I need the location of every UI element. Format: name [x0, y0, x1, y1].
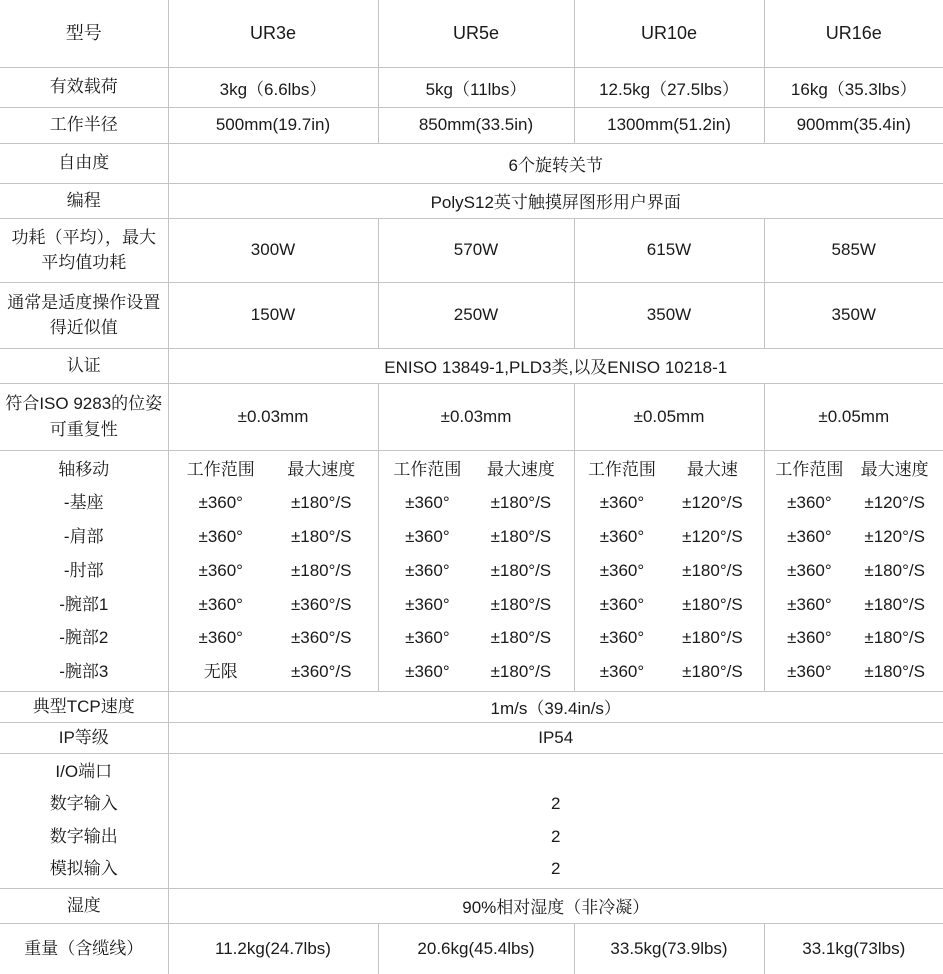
- model-name-ur10e: UR10e: [574, 0, 764, 67]
- axis-speed-value: ±180°/S: [490, 628, 552, 648]
- axis-value-row: [579, 554, 760, 588]
- axis-value-row: [579, 486, 760, 520]
- axis-speed-value: ±180°/S: [682, 560, 743, 580]
- axis-speed-value: ±180°/S: [864, 628, 925, 648]
- axis-range-value: ±360°: [599, 662, 645, 682]
- payload-ur3e: 3kg（6.6lbs）: [168, 67, 378, 107]
- axis-speed-header: 最大速度: [287, 459, 356, 479]
- axis-value-row: [383, 588, 570, 622]
- axis-value-row: [579, 588, 760, 622]
- axis-value-row: [383, 486, 570, 520]
- axis-speed-header: 最大速度: [860, 459, 929, 479]
- axis-value-row: [173, 520, 374, 554]
- io-value-line: 2: [551, 859, 561, 879]
- axis-range-value: ±360°: [787, 628, 832, 648]
- axis-cell-ur10e: [574, 450, 764, 692]
- axis-speed-value: ±180°/S: [290, 527, 352, 547]
- axis-range-header: 工作范围: [186, 459, 255, 479]
- axis-header-row: [173, 453, 374, 487]
- axis-range-value: ±360°: [599, 628, 645, 648]
- row-label-model: 型号: [0, 0, 168, 67]
- axis-range-value: ±360°: [405, 628, 450, 648]
- axis-speed-value: ±120°/S: [864, 493, 925, 513]
- axis-range-value: ±360°: [198, 493, 243, 513]
- io-label-line: I/O端口: [55, 761, 113, 781]
- power-typical-ur10e: 350W: [574, 282, 764, 348]
- weight-ur10e: 33.5kg(73.9lbs): [574, 923, 764, 974]
- axis-speed-value: ±360°/S: [290, 662, 352, 682]
- axis-range-value: ±360°: [198, 560, 243, 580]
- axis-cell-ur16e: [764, 450, 943, 692]
- axis-speed-value: ±180°/S: [290, 493, 352, 513]
- row-label-repeatability: 符合ISO 9283的位姿可重复性: [0, 383, 168, 450]
- axis-value-row: [769, 621, 940, 655]
- row-label-axis-movement: [0, 450, 168, 692]
- payload-ur16e: 16kg（35.3lbs）: [764, 67, 943, 107]
- axis-value-row: [769, 520, 940, 554]
- power-typical-ur3e: 150W: [168, 282, 378, 348]
- axis-value-row: [173, 621, 374, 655]
- axis-range-value: ±360°: [787, 527, 832, 547]
- io-value-line: 2: [551, 794, 561, 814]
- axis-grid: [769, 453, 940, 690]
- axis-range-value: ±360°: [198, 628, 243, 648]
- io-label-line: 模拟输入: [49, 859, 118, 879]
- axis-speed-value: ±180°/S: [490, 493, 552, 513]
- axis-range-header: 工作范围: [775, 459, 844, 479]
- table-row: [0, 183, 943, 218]
- axis-range-header: 工作范围: [587, 459, 656, 479]
- power-typical-ur5e: 250W: [378, 282, 574, 348]
- row-label-io-ports: [0, 753, 168, 888]
- tcp-speed-value: 1m/s（39.4in/s）: [168, 692, 943, 723]
- table-row: [0, 218, 943, 282]
- axis-range-value: ±360°: [787, 662, 832, 682]
- reach-ur10e: 1300mm(51.2in): [574, 107, 764, 143]
- axis-grid: [383, 453, 570, 690]
- table-row: [0, 143, 943, 183]
- axis-range-value: ±360°: [198, 527, 243, 547]
- table-row: [0, 450, 943, 692]
- axis-value-row: [769, 554, 940, 588]
- table-row: [0, 348, 943, 383]
- row-label-ip-rating: IP等级: [0, 722, 168, 753]
- axis-label-line: 轴移动: [58, 459, 110, 479]
- model-name-ur5e: UR5e: [378, 0, 574, 67]
- repeatability-ur16e: ±0.05mm: [764, 383, 943, 450]
- power-max-ur16e: 585W: [764, 218, 943, 282]
- axis-range-value: ±360°: [198, 594, 243, 614]
- axis-header-row: [579, 453, 760, 487]
- row-label-weight: 重量（含缆线）: [0, 923, 168, 974]
- axis-value-row: [383, 520, 570, 554]
- axis-range-value: ±360°: [405, 493, 450, 513]
- axis-grid: [579, 453, 760, 690]
- io-value-line: 2: [551, 826, 561, 846]
- power-max-ur10e: 615W: [574, 218, 764, 282]
- axis-value-row: [579, 655, 760, 689]
- axis-speed-value: ±360°/S: [290, 594, 352, 614]
- axis-cell-ur5e: [378, 450, 574, 692]
- axis-speed-header: 最大速: [686, 459, 738, 479]
- programming-value: PolyS12英寸触摸屏图形用户界面: [168, 183, 943, 218]
- axis-value-row: [769, 655, 940, 689]
- reach-ur3e: 500mm(19.7in): [168, 107, 378, 143]
- axis-range-value: ±360°: [599, 527, 645, 547]
- ip-rating-value: IP54: [168, 722, 943, 753]
- axis-header-row: [769, 453, 940, 487]
- axis-speed-value: ±180°/S: [864, 594, 925, 614]
- row-label-humidity: 湿度: [0, 888, 168, 923]
- axis-label-line: -基座: [63, 493, 104, 513]
- axis-value-row: [383, 655, 570, 689]
- axis-speed-value: ±120°/S: [682, 527, 743, 547]
- axis-range-value: ±360°: [599, 493, 645, 513]
- axis-range-value: ±360°: [405, 560, 450, 580]
- payload-ur5e: 5kg（11lbs）: [378, 67, 574, 107]
- table-row: [0, 923, 943, 974]
- power-max-ur5e: 570W: [378, 218, 574, 282]
- axis-value-row: [579, 520, 760, 554]
- model-name-ur16e: UR16e: [764, 0, 943, 67]
- reach-ur16e: 900mm(35.4in): [764, 107, 943, 143]
- payload-ur10e: 12.5kg（27.5lbs）: [574, 67, 764, 107]
- io-label-line: 数字输出: [49, 826, 118, 846]
- power-typical-ur16e: 350W: [764, 282, 943, 348]
- power-max-ur3e: 300W: [168, 218, 378, 282]
- axis-range-value: ±360°: [405, 594, 450, 614]
- table-row: [0, 722, 943, 753]
- axis-value-row: [383, 621, 570, 655]
- weight-ur16e: 33.1kg(73lbs): [802, 938, 906, 958]
- axis-range-value: ±360°: [599, 594, 645, 614]
- axis-speed-value: ±180°/S: [290, 560, 352, 580]
- row-label-programming: 编程: [0, 183, 168, 218]
- repeatability-ur5e: ±0.03mm: [378, 383, 574, 450]
- axis-value-row: [173, 554, 374, 588]
- axis-speed-header: 最大速度: [486, 459, 555, 479]
- table-row: [0, 692, 943, 723]
- axis-speed-value: ±180°/S: [490, 662, 552, 682]
- axis-speed-value: ±360°/S: [290, 628, 352, 648]
- axis-label-line: -腕部3: [59, 662, 109, 682]
- table-row: [0, 67, 943, 107]
- axis-value-row: [579, 621, 760, 655]
- certification-value: ENISO 13849-1,PLD3类,以及ENISO 10218-1: [168, 348, 943, 383]
- axis-speed-value: ±180°/S: [864, 662, 925, 682]
- row-label-reach: 工作半径: [0, 107, 168, 143]
- repeatability-ur10e: ±0.05mm: [574, 383, 764, 450]
- axis-range-value: ±360°: [599, 560, 645, 580]
- axis-speed-value: ±180°/S: [682, 594, 743, 614]
- axis-speed-value: ±120°/S: [864, 527, 925, 547]
- axis-range-value: ±360°: [405, 662, 450, 682]
- weight-ur3e: 11.2kg(24.7lbs): [168, 923, 378, 974]
- axis-range-value: ±360°: [405, 527, 450, 547]
- axis-grid: [173, 453, 374, 690]
- axis-value-row: [173, 486, 374, 520]
- io-value-line: [173, 756, 940, 789]
- table-row: [0, 383, 943, 450]
- axis-cell-ur3e: [168, 450, 378, 692]
- row-label-dof: 自由度: [0, 143, 168, 183]
- axis-range-header: 工作范围: [393, 459, 462, 479]
- axis-speed-value: ±180°/S: [490, 594, 552, 614]
- row-label-power-max: 功耗（平均），最大平均值功耗: [0, 218, 168, 282]
- axis-speed-value: ±180°/S: [490, 527, 552, 547]
- axis-value-row: [173, 655, 374, 689]
- repeatability-ur3e: ±0.03mm: [168, 383, 378, 450]
- axis-label-line: -腕部2: [59, 628, 109, 648]
- row-label-payload: 有效载荷: [0, 67, 168, 107]
- axis-label-line: -腕部1: [59, 594, 109, 614]
- axis-speed-value: ±180°/S: [682, 662, 743, 682]
- row-label-tcp-speed: 典型TCP速度: [0, 692, 168, 723]
- axis-range-value: ±360°: [787, 493, 832, 513]
- reach-ur5e: 850mm(33.5in): [378, 107, 574, 143]
- humidity-value: 90%相对湿度（非冷凝）: [168, 888, 943, 923]
- weight-ur5e: 20.6kg(45.4lbs): [378, 923, 574, 974]
- axis-header-row: [383, 453, 570, 487]
- table-row: [0, 282, 943, 348]
- table-row: [0, 753, 943, 888]
- io-label-line: 数字输入: [49, 794, 118, 814]
- table-row: [0, 0, 943, 67]
- io-values-cell: [168, 753, 943, 888]
- axis-speed-value: ±180°/S: [490, 560, 552, 580]
- table-row: [0, 888, 943, 923]
- axis-value-row: [383, 554, 570, 588]
- axis-range-value: ±360°: [787, 594, 832, 614]
- axis-value-row: [769, 588, 940, 622]
- axis-range-value: ±360°: [787, 560, 832, 580]
- axis-value-row: [769, 486, 940, 520]
- row-label-power-typical: 通常是适度操作设置得近似值: [0, 282, 168, 348]
- axis-range-value: 无限: [203, 662, 238, 682]
- axis-speed-value: ±180°/S: [682, 628, 743, 648]
- axis-label-line: -肩部: [63, 527, 104, 547]
- axis-speed-value: ±120°/S: [682, 493, 743, 513]
- model-name-ur3e: UR3e: [168, 0, 378, 67]
- axis-speed-value: ±180°/S: [864, 560, 925, 580]
- axis-value-row: [173, 588, 374, 622]
- row-label-certification: 认证: [0, 348, 168, 383]
- dof-value: 6个旋转关节: [168, 143, 943, 183]
- table-row: [0, 107, 943, 143]
- axis-label-line: -肘部: [63, 560, 104, 580]
